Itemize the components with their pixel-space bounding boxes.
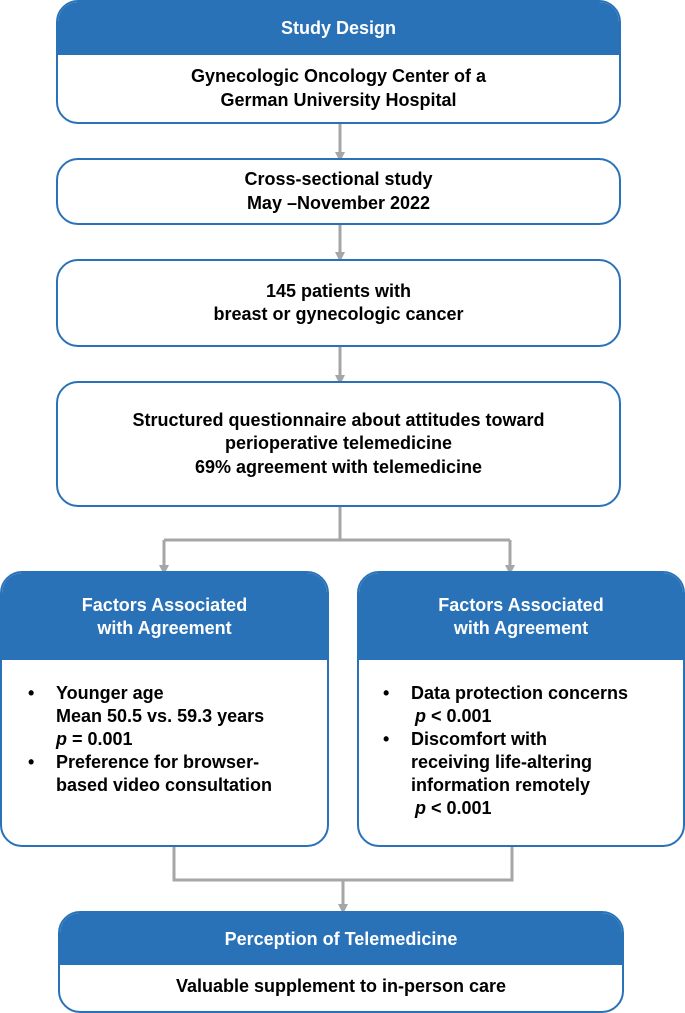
questionnaire-box [56, 381, 621, 507]
factors-right-box [357, 571, 685, 847]
cross-sectional-line-1: Cross-sectional study [244, 169, 433, 190]
factors-right-item-discomfort: • Discomfort with receiving life-altering information remotely p < 0.001 [375, 728, 683, 820]
questionnaire-line-2: perioperative telemedicine [224, 433, 453, 454]
study-design-line-1: Gynecologic Oncology Center of a [190, 66, 487, 87]
questionnaire-line-3: 69% agreement with telemedicine [194, 456, 483, 477]
study-design-box [56, 0, 621, 124]
questionnaire-line-1: Structured questionnaire about attitudes toward [132, 410, 545, 431]
factors-left-item-age: • Younger age Mean 50.5 vs. 59.3 years p = 0.001 [20, 682, 327, 751]
split-connector [164, 506, 510, 540]
patients-box [56, 259, 621, 347]
perception-header: Perception of Telemedicine [60, 913, 622, 965]
factors-left-box [0, 571, 329, 847]
factors-left-list [20, 682, 327, 797]
perception-box [58, 911, 624, 1013]
merge-connector [174, 846, 512, 880]
factors-right-item-data-protection: • Data protection concerns p < 0.001 [375, 682, 683, 728]
perception-body: Valuable supplement to in-person care [175, 976, 507, 997]
factors-left-header-line-1: Factors Associated [81, 595, 248, 615]
factors-left-item-preference: • Preference for browser- based video consultation [20, 751, 327, 797]
cross-sectional-box [56, 158, 621, 225]
cross-sectional-line-2: May –November 2022 [246, 192, 431, 213]
factors-left-header-line-2: with Agreement [97, 617, 232, 638]
study-design-line-2: German University Hospital [220, 89, 457, 110]
factors-right-header-line-1: Factors Associated [438, 595, 604, 615]
study-design-header: Study Design [58, 2, 619, 55]
patients-line-1: 145 patients with [265, 280, 412, 301]
factors-right-header-line-2: with Agreement [453, 617, 589, 638]
patients-line-2: breast or gynecologic cancer [213, 304, 464, 324]
factors-right-list [375, 682, 683, 820]
